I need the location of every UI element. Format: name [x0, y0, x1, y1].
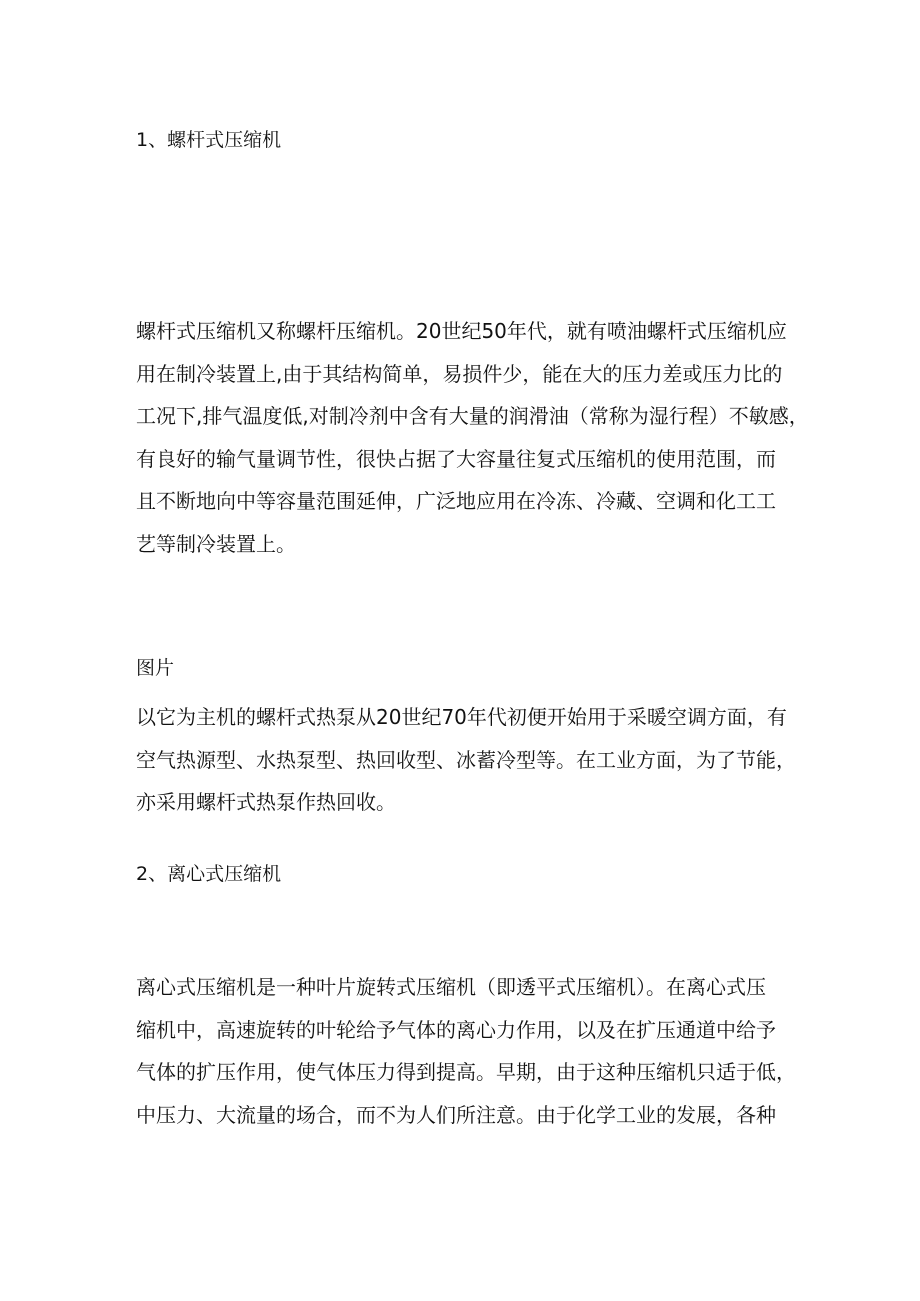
image-caption: 图片 — [136, 657, 175, 679]
paragraph-line: 螺杆式压缩机又称螺杆压缩机。20世纪50年代，就有喷油螺杆式压缩机应 — [136, 319, 787, 343]
section2-paragraph — [136, 966, 796, 1136]
paragraph-line: 空气热源型、水热泵型、热回收型、冰蓄冷型等。在工业方面，为了节能， — [136, 747, 796, 772]
paragraph-line: 缩机中，高速旋转的叶轮给予气体的离心力作用，以及在扩压通道中给予 — [136, 1017, 776, 1042]
section1-heading: 1、螺杆式压缩机 — [136, 129, 282, 151]
paragraph-line: 用在制冷装置上,由于其结构简单，易损件少，能在大的压力差或压力比的 — [136, 361, 783, 386]
section1-paragraph — [136, 310, 809, 565]
paragraph-line: 工况下,排气温度低,对制冷剂中含有大量的润滑油（常称为湿行程）不敏感， — [136, 404, 809, 428]
paragraph-line: 离心式压缩机是一种叶片旋转式压缩机（即透平式压缩机）。在离心式压 — [136, 975, 766, 999]
paragraph-line: 中压力、大流量的场合，而不为人们所注意。由于化学工业的发展，各种 — [136, 1102, 776, 1127]
paragraph-line: 艺等制冷装置上。 — [136, 531, 296, 556]
paragraph-line: 以它为主机的螺杆式热泵从20世纪70年代初便开始用于采暖空调方面，有 — [136, 705, 787, 729]
paragraph-line: 且不断地向中等容量范围延伸，广泛地应用在冷冻、冷藏、空调和化工工 — [136, 489, 776, 513]
paragraph-line: 亦采用螺杆式热泵作热回收。 — [136, 790, 396, 814]
paragraph-line: 有良好的输气量调节性，很快占据了大容量往复式压缩机的使用范围，而 — [136, 446, 776, 471]
paragraph-line: 气体的扩压作用，使气体压力得到提高。早期，由于这种压缩机只适于低， — [136, 1060, 796, 1084]
section1-paragraph-2 — [136, 696, 796, 824]
section2-heading: 2、离心式压缩机 — [136, 863, 282, 885]
